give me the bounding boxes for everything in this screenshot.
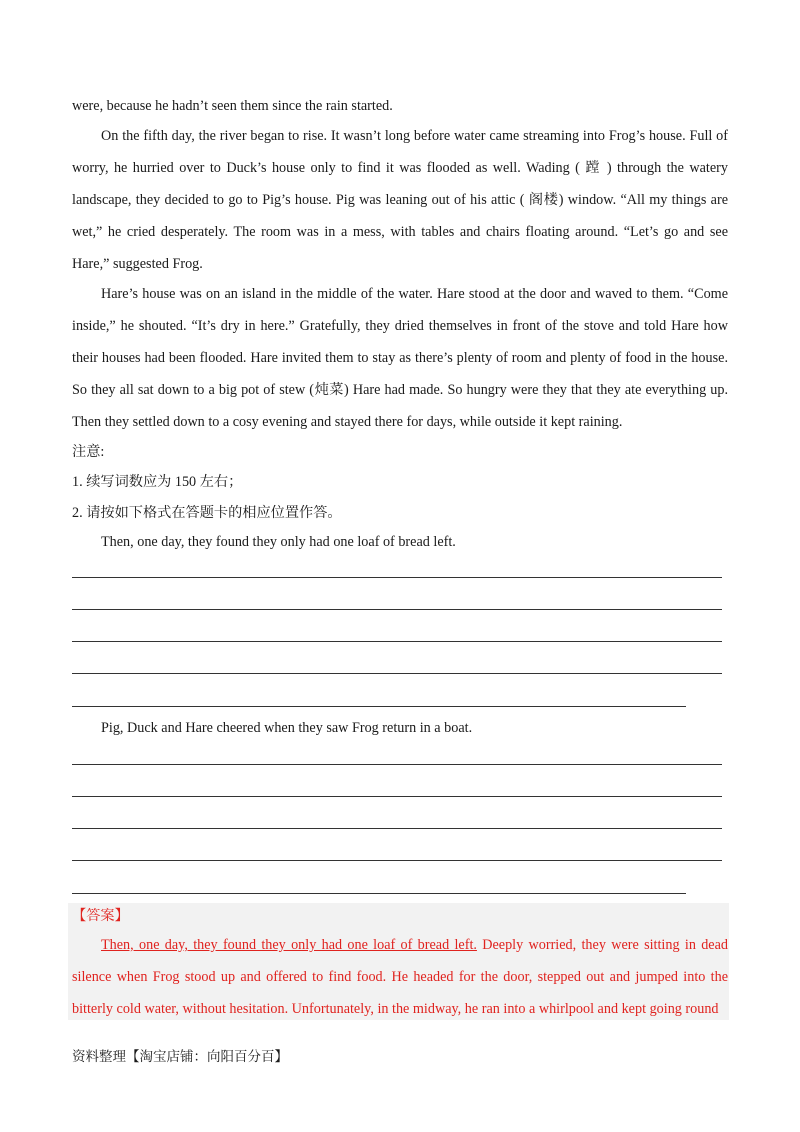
answer-continuation: Deeply worried, they were sitting in dead silence when Frog stood up and offered to find food. He headed for the door, stepped out and jumped into the bitterly cold water, without hesitation. Unfortunately, in the midway, he ran into a whirlpool and kept going round [72, 937, 728, 1017]
story-paragraph-2: Hare’s house was on an island in the middle of the water. Hare stood at the door and waved to them. “Come inside,” he shouted. “It’s dry in here.” Gratefully, they dried themselves in front of the stove and told Hare how their houses had been flooded. Hare invited them to stay as there’s plenty of room and plenty of food in the house. So they all sat down to a big pot of stew (炖菜) Hare had made. So hungry were they that they ate everything up. Then they settled down to a cosy evening and stayed there for days, while outside it kept raining. [72, 286, 728, 430]
story-paragraph-1: On the fifth day, the river began to rise. It wasn’t long before water came streaming into Frog’s house. Full of worry, he hurried over to Duck’s house only to find it was flooded as well. Wading ( 蹚 ) through the watery landscape, they decided to go to Pig’s house. Pig was leaning out of his attic ( 阁楼) window. “All my things are wet,” he cried desperately. The room was in a mess, with tables and chairs floating around. “Let’s go and see Hare,” suggested Frog. [72, 128, 728, 272]
prompt-first-paragraph: Then, one day, they found they only had one loaf of bread left. [101, 534, 456, 550]
answer-line[interactable] [72, 796, 722, 797]
footer-source: 资料整理【淘宝店铺：向阳百分百】 [72, 1049, 288, 1064]
answer-line[interactable] [72, 860, 722, 861]
answer-line[interactable] [72, 609, 722, 610]
answer-line[interactable] [72, 828, 722, 829]
notes-item-2: 2. 请按如下格式在答题卡的相应位置作答。 [72, 505, 342, 521]
answer-label: 【答案】 [72, 908, 129, 924]
notes-heading: 注意: [72, 444, 105, 460]
answer-line[interactable] [72, 893, 686, 894]
answer-line[interactable] [72, 577, 722, 578]
answer-line[interactable] [72, 706, 686, 707]
answer-line[interactable] [72, 673, 722, 674]
prompt-second-paragraph: Pig, Duck and Hare cheered when they saw Frog return in a boat. [101, 720, 473, 736]
answer-line[interactable] [72, 764, 722, 765]
answer-underlined-sentence: Then, one day, they found they only had one loaf of bread left. [101, 937, 477, 953]
notes-item-1: 1. 续写词数应为 150 左右； [72, 474, 243, 490]
story-paragraph-0: were, because he hadn’t seen them since the rain started. [72, 98, 393, 114]
answer-text [72, 929, 728, 1025]
answer-line[interactable] [72, 641, 722, 642]
